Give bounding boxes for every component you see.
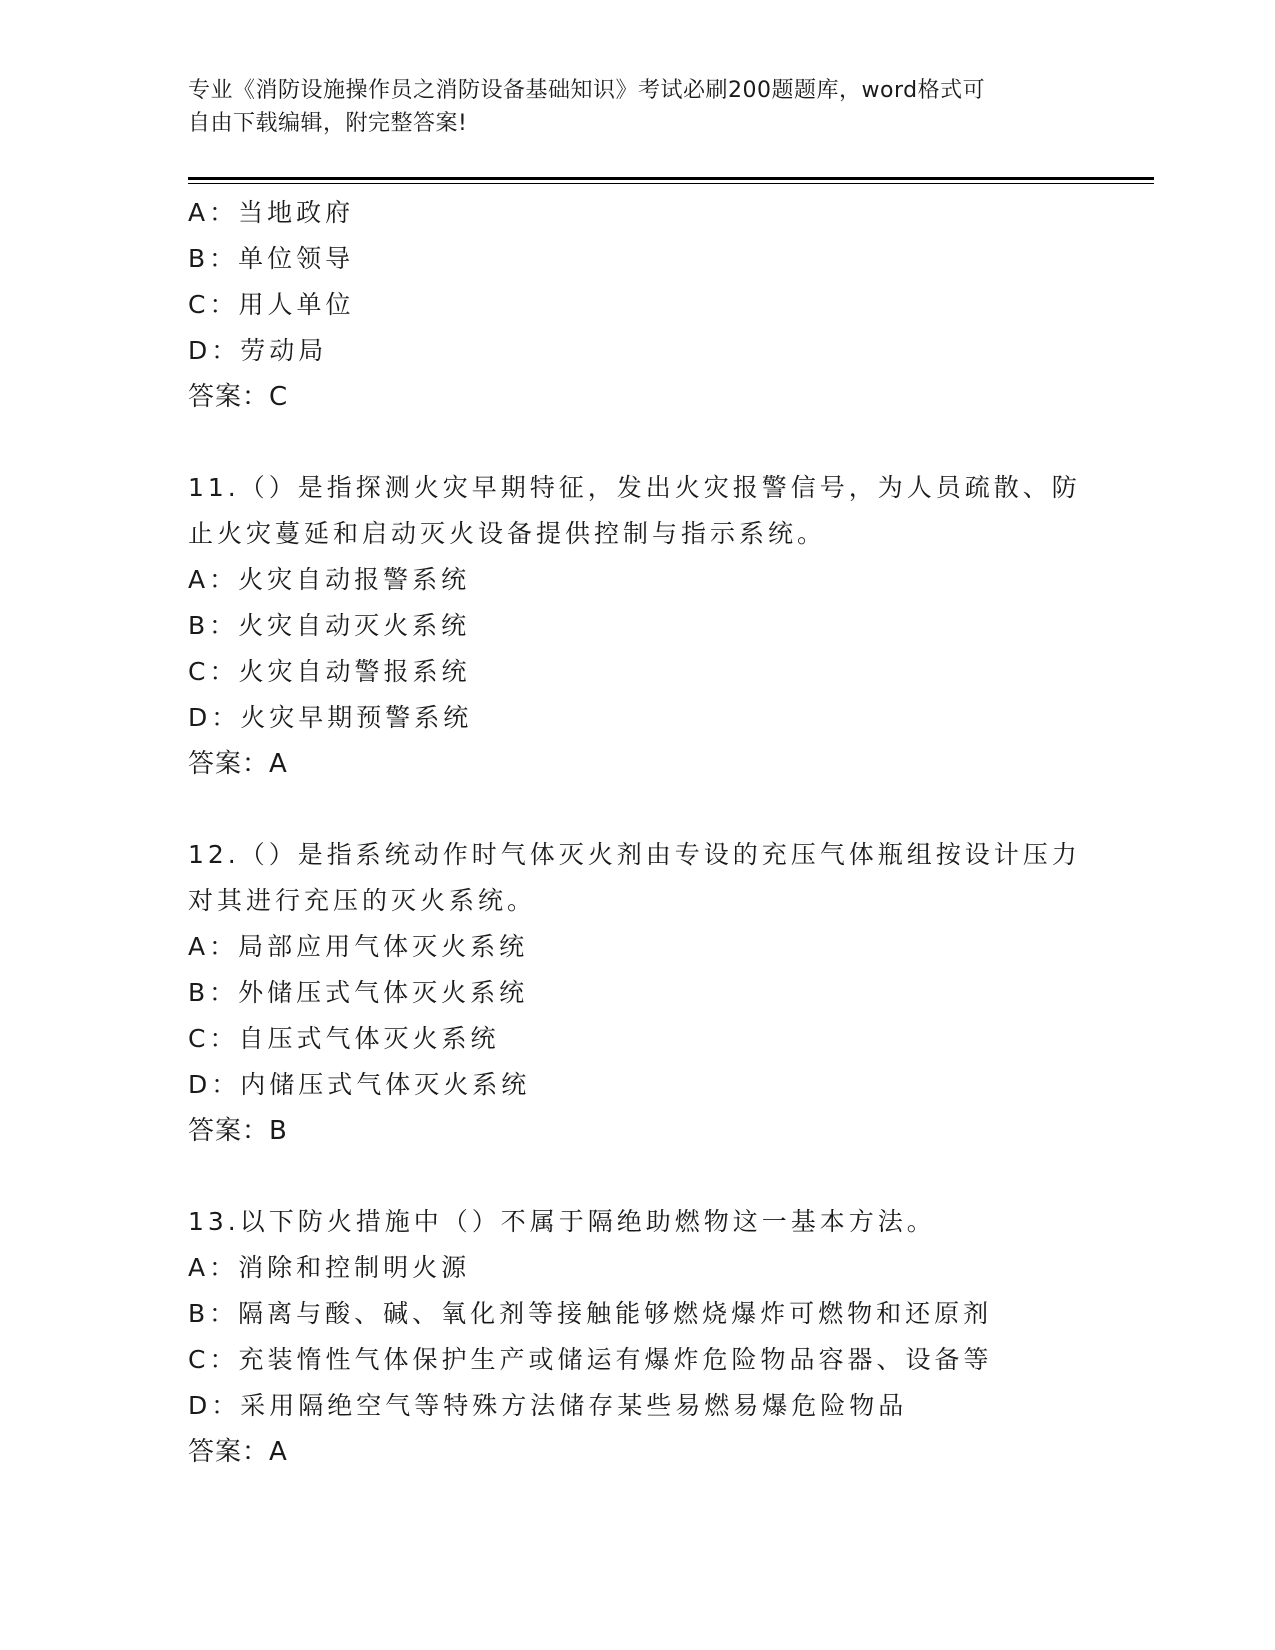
option-c: C：火灾自动警报系统 xyxy=(188,657,471,686)
option-b: B：外储压式气体灭火系统 xyxy=(188,978,529,1007)
question-text-continued: 止火灾蔓延和启动灭火设备提供控制与指示系统。 xyxy=(188,519,827,548)
option-d: D：劳动局 xyxy=(188,336,328,365)
option-b: B：隔离与酸、碱、氧化剂等接触能够燃烧爆炸可燃物和还原剂 xyxy=(188,1299,993,1328)
question-block-13 xyxy=(188,1199,1088,1475)
option-d: D：采用隔绝空气等特殊方法储存某些易燃易爆危险物品 xyxy=(188,1391,908,1420)
answer-label: 答案：B xyxy=(188,1116,288,1146)
option-a: A：局部应用气体灭火系统 xyxy=(188,932,529,961)
spacer xyxy=(188,787,1088,832)
header-line-1: 专业《消防设施操作员之消防设备基础知识》考试必刷200题题库，word格式可 xyxy=(188,78,986,103)
option-c: C：自压式气体灭火系统 xyxy=(188,1024,500,1053)
question-content xyxy=(188,190,1088,1475)
option-a: A：消除和控制明火源 xyxy=(188,1253,471,1282)
answer-label: 答案：C xyxy=(188,382,289,412)
spacer xyxy=(188,420,1088,465)
question-text-continued: 对其进行充压的灭火系统。 xyxy=(188,886,537,915)
option-c: C：用人单位 xyxy=(188,290,355,319)
question-block-11 xyxy=(188,465,1088,787)
question-block-previous xyxy=(188,190,1088,420)
option-b: B：单位领导 xyxy=(188,244,355,273)
option-a: A：当地政府 xyxy=(188,198,355,227)
page-header xyxy=(188,74,1088,140)
answer-label: 答案：A xyxy=(188,749,288,779)
option-d: D：火灾早期预警系统 xyxy=(188,703,473,732)
spacer xyxy=(188,1154,1088,1199)
answer-label: 答案：A xyxy=(188,1437,288,1467)
option-c: C：充装惰性气体保护生产或储运有爆炸危险物品容器、设备等 xyxy=(188,1345,993,1374)
option-a: A：火灾自动报警系统 xyxy=(188,565,471,594)
option-b: B：火灾自动灭火系统 xyxy=(188,611,471,640)
header-rule-thick xyxy=(188,177,1154,180)
question-text: 13.以下防火措施中（）不属于隔绝助燃物这一基本方法。 xyxy=(188,1207,936,1236)
question-text: 11.（）是指探测火灾早期特征，发出火灾报警信号，为人员疏散、防 xyxy=(188,473,1081,502)
question-text: 12.（）是指系统动作时气体灭火剂由专设的充压气体瓶组按设计压力 xyxy=(188,840,1081,869)
question-block-12 xyxy=(188,832,1088,1154)
header-line-2: 自由下载编辑，附完整答案! xyxy=(188,111,468,136)
option-d: D：内储压式气体灭火系统 xyxy=(188,1070,531,1099)
header-rule-thin xyxy=(188,183,1154,184)
